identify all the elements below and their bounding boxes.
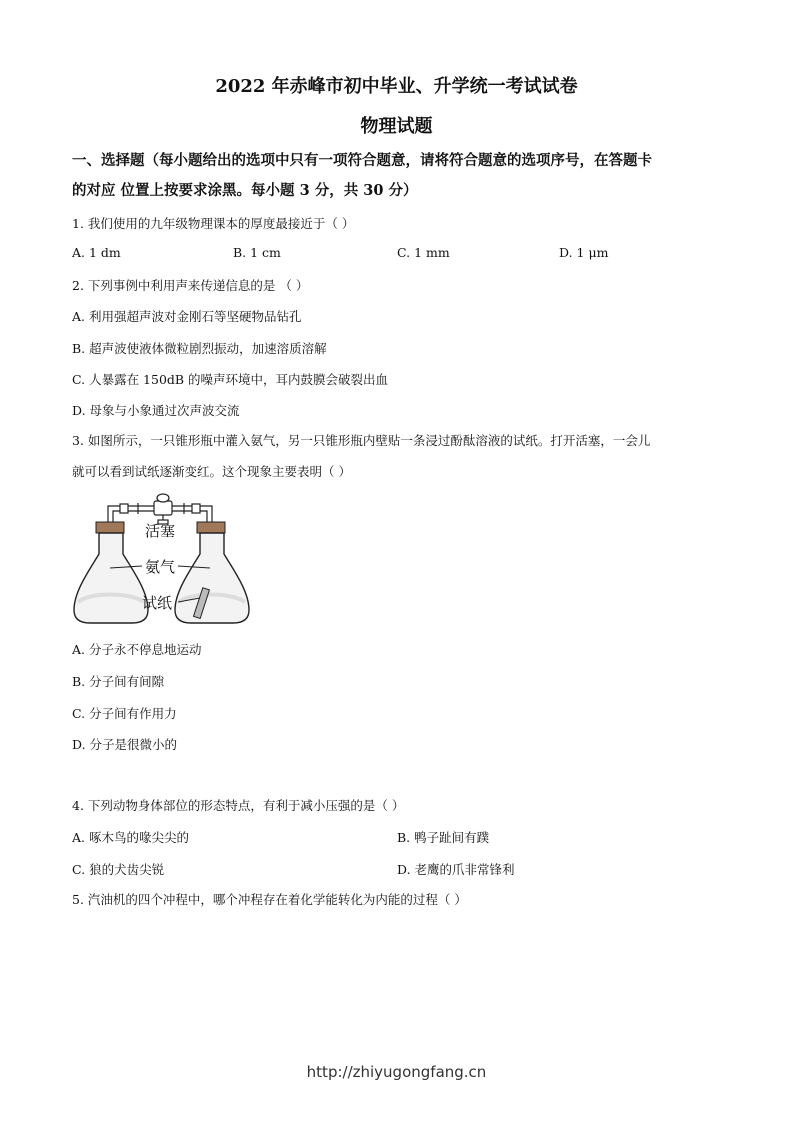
- valve-label: 活塞: [145, 522, 176, 540]
- question-1-stem: 1. 我们使用的九年级物理课本的厚度最接近于（ ）: [72, 216, 355, 231]
- q3-option-b: B. 分子间有间隙: [72, 674, 165, 689]
- section-heading-line2: 的对应 位置上按要求涂黑。每小题 3 分，共 30 分）: [72, 182, 418, 199]
- q1-option-c: C. 1 mm: [397, 245, 450, 260]
- valve-icon: [154, 494, 172, 524]
- right-flask: [175, 522, 249, 623]
- q1-option-d: D. 1 μm: [559, 245, 609, 260]
- left-flask: [74, 522, 148, 623]
- q3-option-c: C. 分子间有作用力: [72, 706, 177, 721]
- exam-title: 2022 年赤峰市初中毕业、升学统一考试试卷: [215, 76, 578, 97]
- section-heading-line1: 一、选择题（每小题给出的选项中只有一项符合题意，请将符合题意的选项序号，在答题卡: [72, 152, 652, 169]
- q1-option-b: B. 1 cm: [233, 245, 281, 260]
- test-paper-label: 试纸: [142, 594, 173, 612]
- q3-stem-line2: 就可以看到试纸逐渐变红。这个现象主要表明（ ）: [72, 464, 351, 479]
- exam-subtitle: 物理试题: [360, 116, 433, 137]
- q3-option-a: A. 分子永不停息地运动: [72, 642, 202, 657]
- q4-option-b: B. 鸭子趾间有蹼: [397, 830, 490, 845]
- section-heading: [72, 146, 722, 206]
- q2-option-d: D. 母象与小象通过次声波交流: [72, 403, 240, 418]
- q4-option-c: C. 狼的犬齿尖锐: [72, 862, 165, 877]
- q3-stem-line1: 3. 如图所示，一只锥形瓶中灌入氨气，另一只锥形瓶内壁贴一条浸过酚酞溶液的试纸。打开活塞，一会儿: [72, 433, 651, 448]
- q1-option-a: A. 1 dm: [72, 245, 121, 260]
- ammonia-label: 氨气: [145, 558, 176, 576]
- q2-option-a: A. 利用强超声波对金刚石等坚硬物品钻孔: [72, 309, 302, 324]
- ammonia-flask-figure: [70, 492, 260, 630]
- footer-url[interactable]: http://zhiyugongfang.cn: [306, 1063, 487, 1081]
- q4-option-a: A. 啄木鸟的喙尖尖的: [72, 830, 189, 845]
- q2-option-c: C. 人暴露在 150dB 的噪声环境中，耳内鼓膜会破裂出血: [72, 372, 389, 387]
- question-3-stem: [72, 425, 722, 487]
- q2-option-b: B. 超声波使液体微粒剧烈振动，加速溶质溶解: [72, 341, 327, 356]
- question-5-stem: 5. 汽油机的四个冲程中，哪个冲程存在着化学能转化为内能的过程（ ）: [72, 892, 467, 907]
- q3-option-d: D. 分子是很微小的: [72, 737, 178, 752]
- q4-option-d: D. 老鹰的爪非常锋利: [397, 862, 515, 877]
- question-4-stem: 4. 下列动物身体部位的形态特点，有利于减小压强的是（ ）: [72, 798, 405, 813]
- question-2-stem: 2. 下列事例中利用声来传递信息的是 （ ）: [72, 278, 309, 293]
